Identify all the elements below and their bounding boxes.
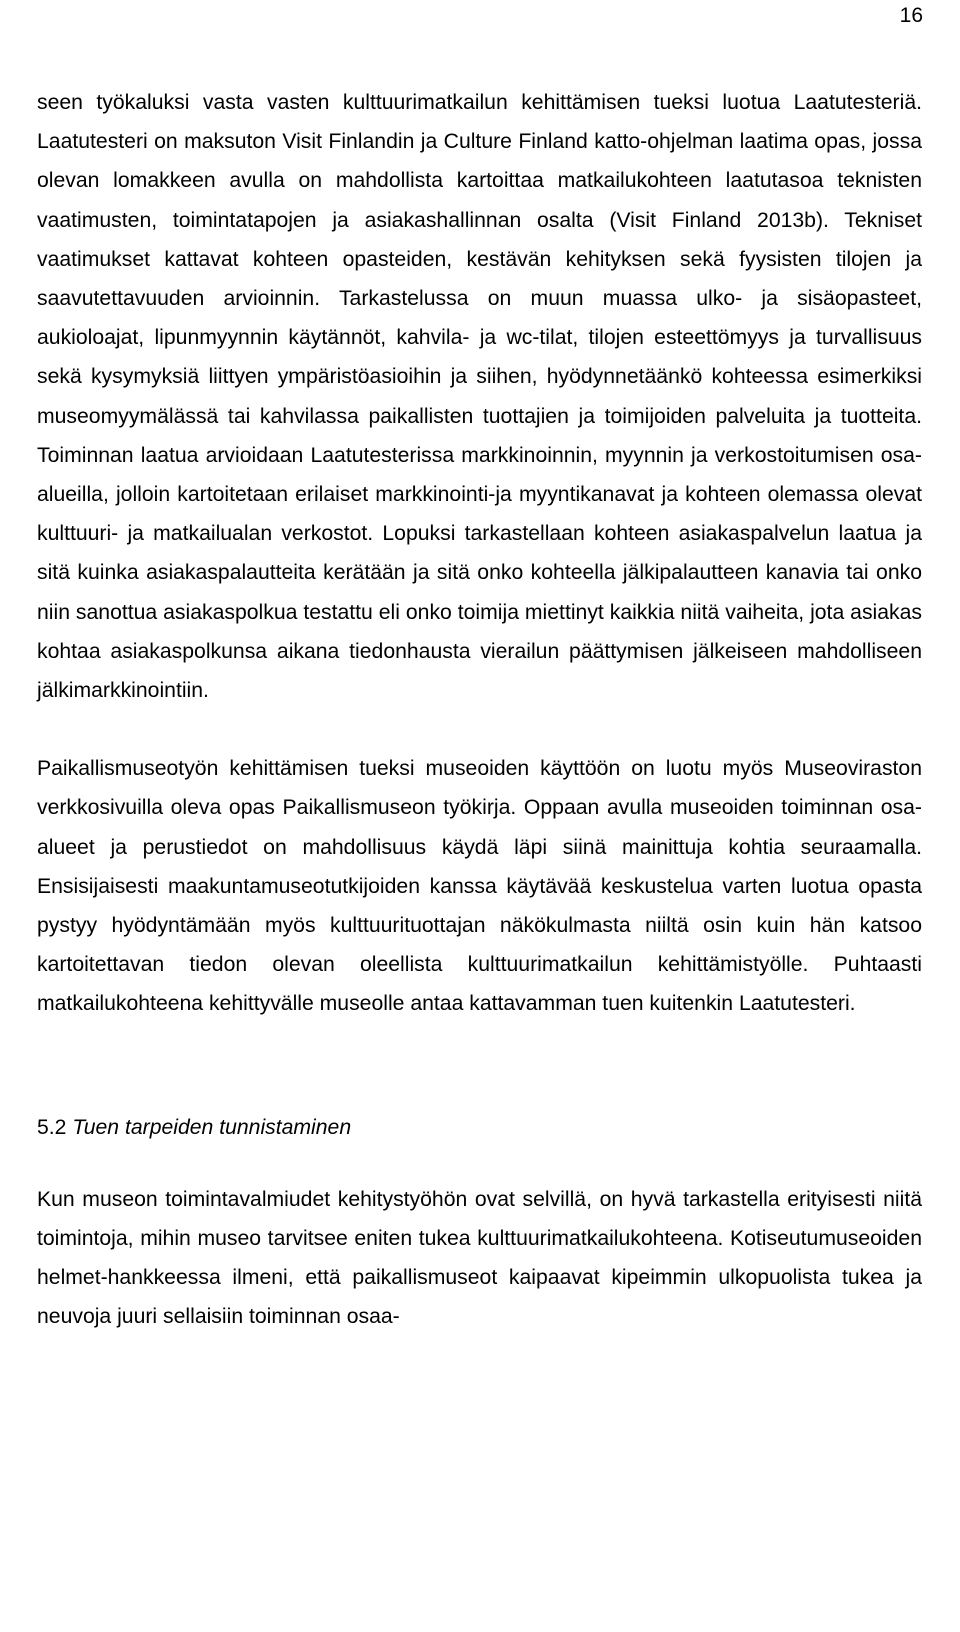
paragraph-laatutesteri: seen työkaluksi vasta vasten kulttuurimatkailun kehittämisen tueksi luotua Laatutesteriä. Laatutesteri on maksuton Visit Finlandin ja Culture Finland katto-ohjelman laatima opas, jossa olevan lomakkeen avulla on mahdollista kartoittaa matkailukohteen laatutasoa teknisten vaatimusten, toimintatapojen ja asiakashallinnan osalta (Visit Finland 2013b). Tekniset vaatimukset kattavat kohteen opasteiden, kestävän kehityksen sekä fyysisten tilojen ja saavutettavuuden arvioinnin. Tarkastelussa on muun muassa ulko- ja sisäopasteet, aukioloajat, lipunmyynnin käytännöt, kahvila- ja wc-tilat, tilojen esteettömyys ja turvallisuus sekä kysymyksiä liittyen ympäristöasioihin ja siihen, hyödynnetäänkö kohteessa esimerkiksi museomyymälässä tai kahvilassa paikallisten tuottajien ja toimijoiden palveluita ja tuotteita. Toiminnan laatua arvioidaan Laatutesterissa markkinoinnin, myynnin ja verkostoitumisen osa-alueilla, jolloin kartoitetaan erilaiset markkinointi-ja myyntikanavat ja kohteen olemassa olevat kulttuuri- ja matkailualan verkostot. Lopuksi tarkastellaan kohteen asiakaspalvelun laatua ja sitä kuinka asiakaspalautteita kerätään ja sitä onko kohteella jälkipalautteen kanavia tai onko niin sanottua asiakaspolkua testattu eli onko toimija miettinyt kaikkia niitä vaiheita, jota asiakas kohtaa asiakaspolkunsa aikana tiedonhausta vierailun päättymisen jälkeiseen mahdolliseen jälkimarkkinointiin. <box>37 91 922 703</box>
paragraph-paikallismuseon-tyokirja: Paikallismuseotyön kehittämisen tueksi museoiden käyttöön on luotu myös Museoviraston verkkosivuilla oleva opas Paikallismuseon työkirja. Oppaan avulla museoiden toiminnan osa-alueet ja perustiedot on mahdollisuus käydä läpi siinä mainittuja kohtia seuraamalla. Ensisijaisesti maakuntamuseotutkijoiden kanssa käytävää keskustelua varten luotua opasta pystyy hyödyntämään myös kulttuurituottajan näkökulmasta niiltä osin kuin hän katsoo kartoitettavan tiedon olevan oleellista kulttuurimatkailun kehittämistyölle. Puhtaasti matkailukohteena kehittyvälle museolle antaa kattavamman tuen kuitenkin Laatutesteri. <box>37 757 922 1016</box>
section-number: 5.2 <box>37 1115 67 1139</box>
page-number: 16 <box>899 4 923 27</box>
paragraph-tuen-tarpeet: Kun museon toimintavalmiudet kehitystyöhön ovat selvillä, on hyvä tarkastella erityisesti niitä toimintoja, mihin museo tarvitsee eniten tukea kulttuurimatkailukohteena. Kotiseutumuseoiden helmet-hankkeessa ilmeni, että paikallismuseot kaipaavat kipeimmin ulkopuolista tukea ja neuvoja juuri sellaisiin toiminnan osaa- <box>37 1187 922 1329</box>
section-heading <box>37 1108 922 1147</box>
document-body <box>37 83 922 1336</box>
section-title: Tuen tarpeiden tunnistaminen <box>72 1115 352 1139</box>
